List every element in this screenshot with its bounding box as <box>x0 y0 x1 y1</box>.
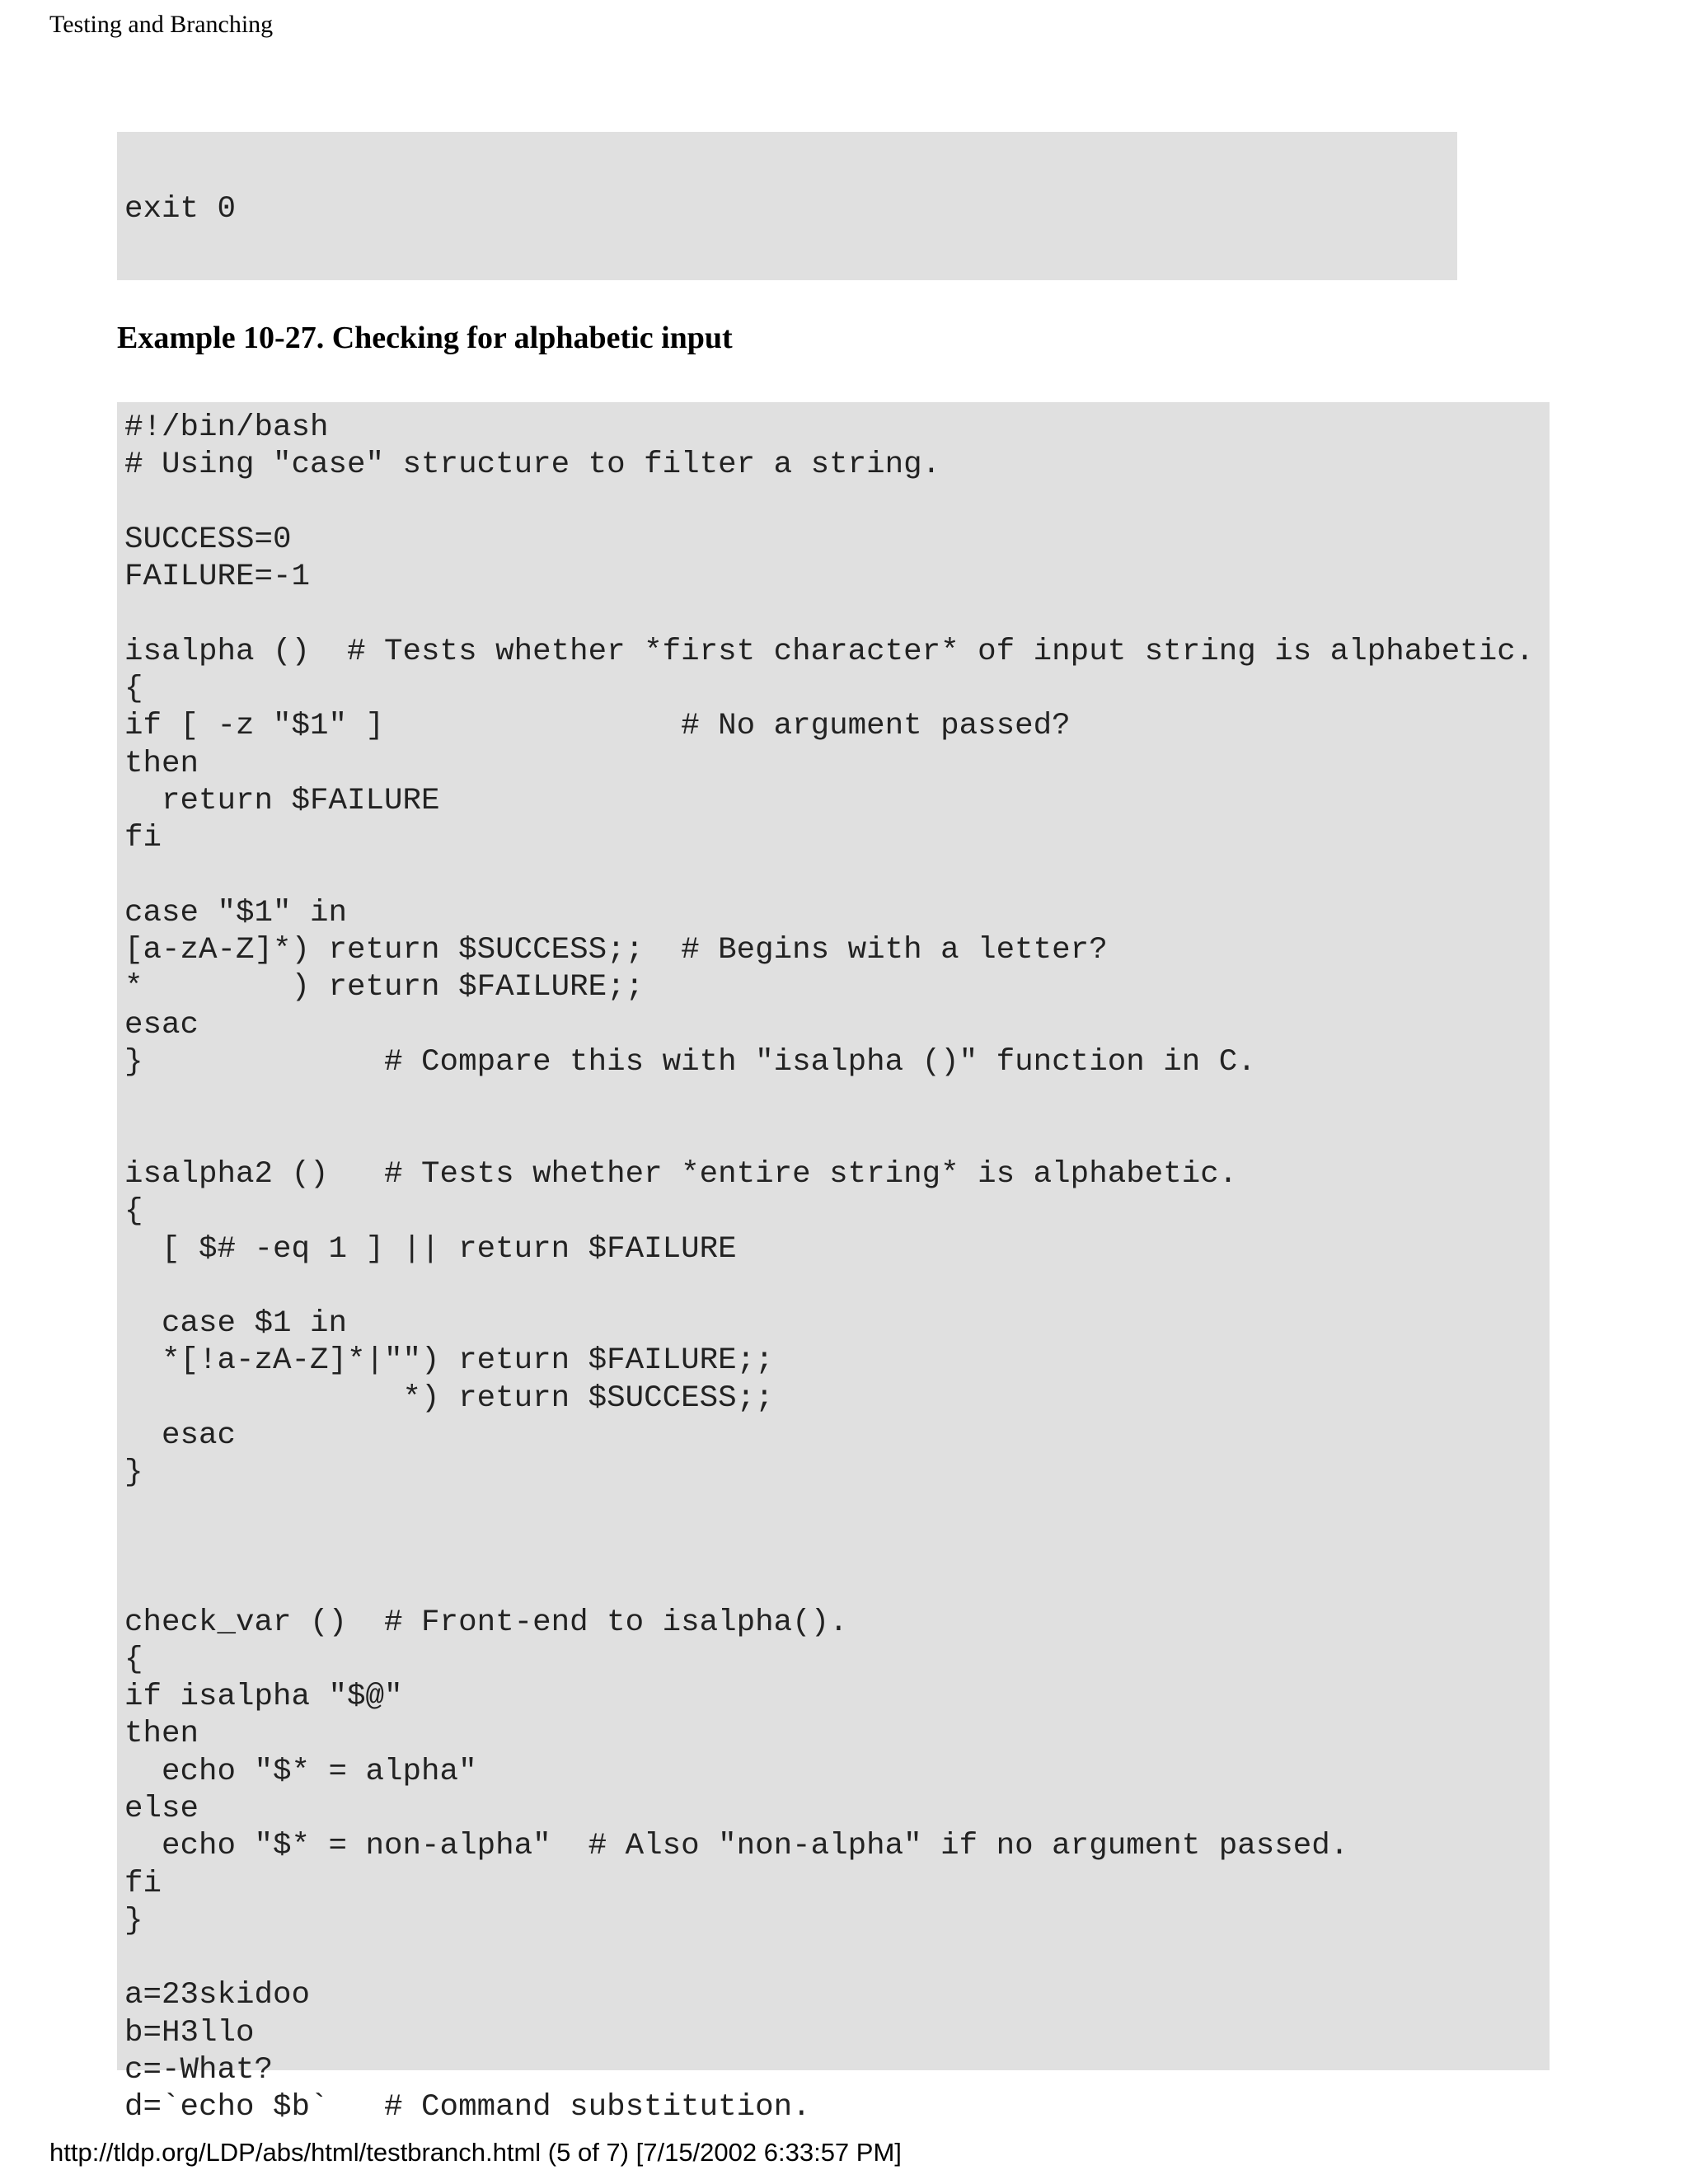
code-block-exit <box>117 132 1457 280</box>
page-footer-url: http://tldp.org/LDP/abs/html/testbranch.html (5 of 7) [7/15/2002 6:33:57 PM] <box>49 2138 902 2167</box>
code-block-example <box>117 402 1550 2125</box>
code-block-example-text: #!/bin/bash # Using "case" structure to filter a string. SUCCESS=0 FAILURE=-1 isalpha () # Tests whether *first character* of input string is alphabetic. { if [ -z "$1" ] # No argument passed? then return $FAILURE fi case "$1" in [a-zA-Z]*) return $SUCCESS;; # Begins with a letter? * ) return $FAILURE;; esac } # Compare this with "isalpha ()" function in C. isalpha2 () # Tests whether *entire string* is alphabetic. { [ $# -eq 1 ] || return $FAILURE case $1 in *[!a-zA-Z]*|"") return $FAILURE;; *) return $SUCCESS;; esac } check_var () # Front-end to isalpha(). { if isalpha "$@" then echo "$* = alpha" else echo "$* = non-alpha" # Also "non-alpha" if no argument passed. fi } a=23skidoo b=H3llo c=-What? d=`echo $b` # Command substitution. <box>124 410 1535 2125</box>
page-header-title: Testing and Branching <box>49 11 274 38</box>
code-block-exit-text: exit 0 <box>124 192 237 227</box>
example-caption: Example 10-27. Checking for alphabetic input <box>117 321 733 355</box>
